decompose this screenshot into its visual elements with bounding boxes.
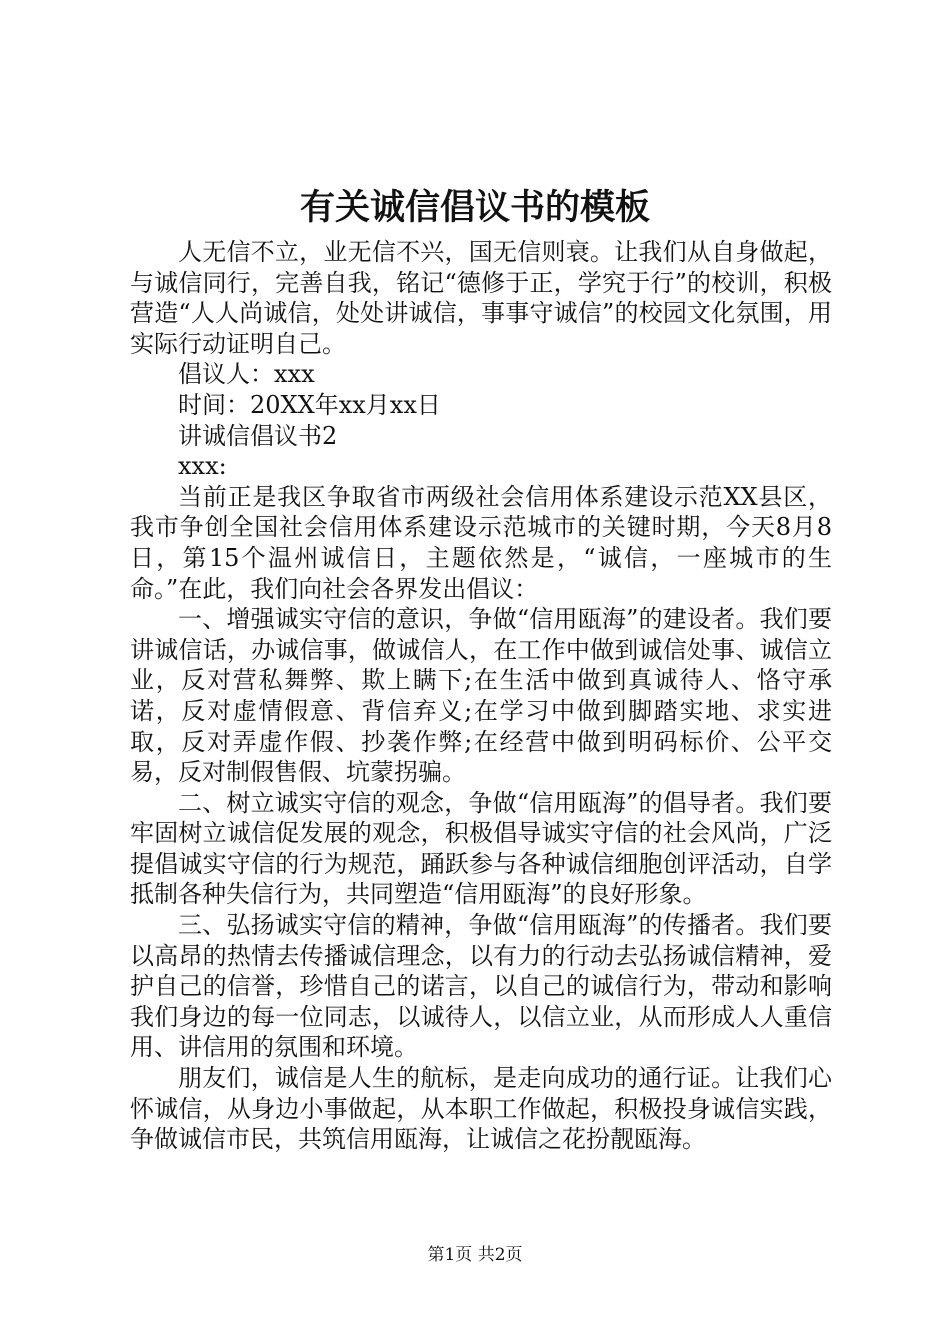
paragraph-proposer: 倡议人：xxx (178, 360, 315, 389)
paragraph-date: 时间：20XX年xx月xx日 (178, 390, 441, 419)
paragraph-point-2: 二、树立诚实守信的观念，争做“信用瓯海”的倡导者。我们要牢固树立诚信促发展的观念，积极倡导诚实守信的社会风尚，广泛提倡诚实守信的行为规范，踊跃参与各种诚信细胞创评活动，自学抵制各种失信行为，共同塑造“信用瓯海”的良好形象。 (130, 788, 832, 909)
document-body (130, 237, 832, 1155)
page-number: 第1页 (427, 1245, 473, 1265)
page-footer (0, 1243, 950, 1267)
paragraph-salutation: xxx: (178, 452, 227, 481)
document-title: 有关诚信倡议书的模板 (299, 187, 650, 228)
paragraph-background: 当前正是我区争取省市两级社会信用体系建设示范XX县区，我市争创全国社会信用体系建设示范城市的关键时期，今天8月8日，第15个温州诚信日，主题依然是，“诚信，一座城市的生命。”在此，我们向社会各界发出倡议： (130, 482, 832, 603)
page-total: 共2页 (477, 1245, 523, 1265)
paragraph-subtitle: 讲诚信倡议书2 (178, 421, 338, 450)
paragraph-closing: 朋友们，诚信是人生的航标，是走向成功的通行证。让我们心怀诚信，从身边小事做起，从本职工作做起，积极投身诚信实践，争做诚信市民，共筑信用瓯海，让诚信之花扮靓瓯海。 (130, 1064, 832, 1154)
paragraph-point-1: 一、增强诚实守信的意识，争做“信用瓯海”的建设者。我们要讲诚信话，办诚信事，做诚信人，在工作中做到诚信处事、诚信立业，反对营私舞弊、欺上瞒下;在生活中做到真诚待人、恪守承诺，反对虚情假意、背信弃义;在学习中做到脚踏实地、求实进取，反对弄虚作假、抄袭作弊;在经营中做到明码标价、公平交易，反对制假售假、坑蒙拐骗。 (130, 605, 832, 787)
paragraph-point-3: 三、弘扬诚实守信的精神，争做“信用瓯海”的传播者。我们要以高昂的热情去传播诚信理念，以有力的行动去弘扬诚信精神，爱护自己的信誉，珍惜自己的诺言，以自己的诚信行为，带动和影响我们身边的每一位同志，以诚待人，以信立业，从而形成人人重信用、讲信用的氛围和环境。 (130, 911, 832, 1062)
paragraph-intro: 人无信不立，业无信不兴，国无信则衰。让我们从自身做起，与诚信同行，完善自我，铭记“德修于正，学究于行”的校训，积极营造“人人尚诚信，处处讲诚信，事事守诚信”的校园文化氛围，用实际行动证明自己。 (130, 238, 832, 358)
